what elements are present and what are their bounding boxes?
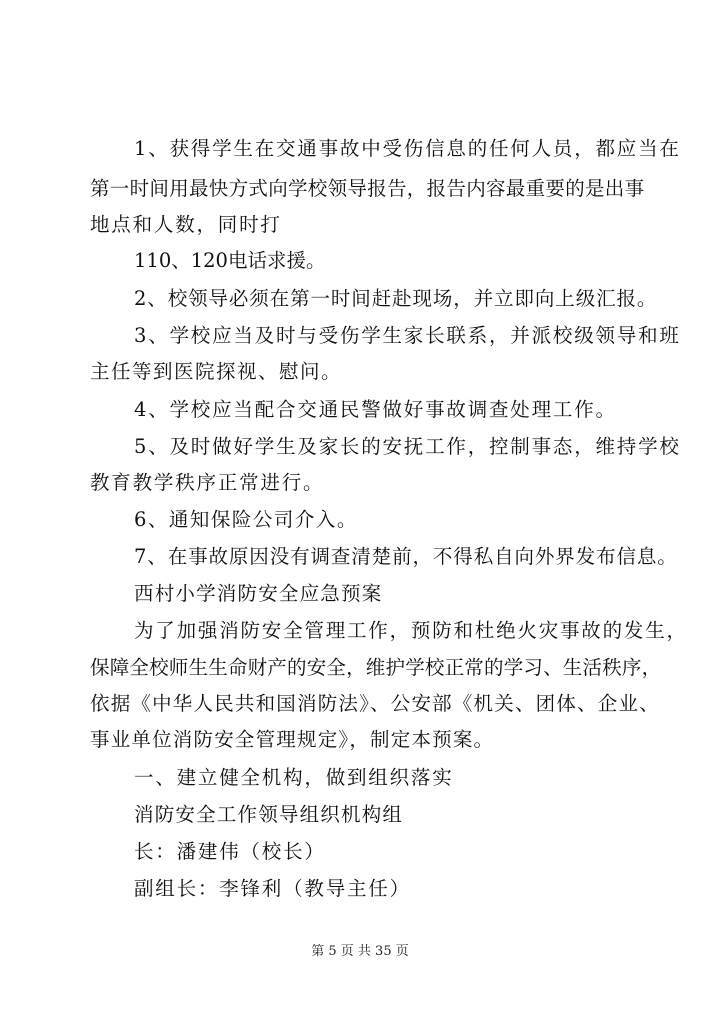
page-footer: 第 5 页 共 35 页 (311, 944, 409, 959)
p1-line-1: 1、获得学生在交通事故中受伤信息的任何人员，都应当在 (134, 137, 681, 160)
p7-line-1: 7、在事故原因没有调查清楚前，不得私自向外界发布信息。 (134, 545, 678, 568)
org-structure-line: 消防安全工作领导组织机构组 (134, 803, 404, 826)
p6-line-1: 6、通知保险公司介入。 (134, 508, 358, 531)
p5-line-2: 教育教学秩序正常进行。 (90, 471, 325, 494)
p3-line-1: 3、学校应当及时与受伤学生家长联系，并派校级领导和班 (134, 324, 681, 347)
p1-line-4: 110、120电话求援。 (134, 249, 326, 272)
p9-line-1: 为了加强消防安全管理工作，预防和杜绝火灾事故的发生， (134, 619, 688, 642)
section-heading: 一、建立健全机构，做到组织落实 (134, 766, 454, 789)
p9-line-4: 事业单位消防安全管理规定》，制定本预案。 (90, 728, 495, 751)
p3-line-2: 主任等到医院探视、慰问。 (90, 360, 343, 383)
leader-line: 长：潘建伟（校长） (134, 840, 326, 863)
p9-line-3: 依据《中华人民共和国消防法》、公安部《机关、团体、企业、 (90, 692, 660, 715)
p9-line-2: 保障全校师生生命财产的安全，维护学校正常的学习、生活秩序， (90, 656, 662, 679)
p2-line-1: 2、校领导必须在第一时间赶赴现场，并立即向上级汇报。 (134, 287, 658, 310)
deputy-leader-line: 副组长：李锋利（教导主任） (134, 877, 411, 900)
p5-line-1: 5、及时做好学生及家长的安抚工作，控制事态，维持学校 (134, 435, 681, 458)
p4-line-1: 4、学校应当配合交通民警做好事故调查处理工作。 (134, 398, 617, 421)
p1-line-2: 第一时间用最快方式向学校领导报告，报告内容最重要的是出事 (90, 177, 645, 200)
plan-title: 西村小学消防安全应急预案 (134, 582, 383, 605)
p1-line-3: 地点和人数，同时打 (90, 213, 282, 236)
